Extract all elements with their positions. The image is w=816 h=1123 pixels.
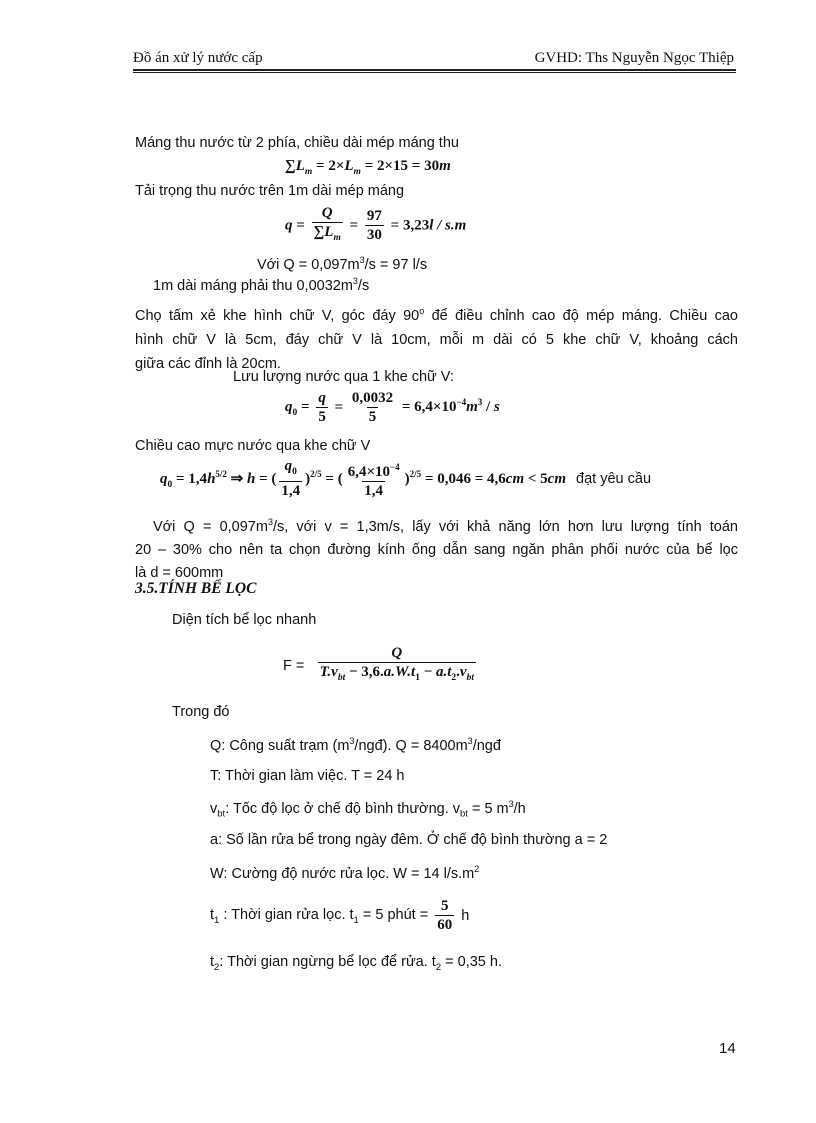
header-right: GVHD: Ths Nguyễn Ngọc Thiệp (534, 50, 734, 66)
definition-item: $v_{bt}$: Tốc độ lọc ở chế độ bình thường. $v_{bt} = 5$ $m^3/h$ (210, 799, 526, 820)
equation-q: q = $\frac{Q}{\sum L_m}$ = $\frac{97}{30}$ = 3,23l / s.m (285, 205, 466, 247)
paragraph-line: 20 – 30% cho nên ta chọn đường kính ống dẫn sang ngăn phân phối nước của bể lọc (135, 541, 738, 558)
fraction: $\frac{97}{30}$ (366, 208, 382, 243)
eq1-text: $\sum L_m = 2\times L_m = 2\times 15 = 30m$ (285, 158, 451, 177)
fraction: $\frac{q_0}{1,4}$ (281, 458, 301, 499)
fraction: $\frac{5}{60}$ (437, 898, 453, 933)
definition-item: $t_1$ : Thời gian rửa lọc. $t_1 = 5$ phút = $\frac{5}{60}$ h (210, 898, 470, 933)
fraction: $\frac{Q}{\sum L_m}$ (312, 205, 343, 247)
definition-item: $t_2$: Thời gian ngừng bể lọc để rửa. $t_2 = 0,35$ h. (210, 954, 502, 973)
page-number: 14 (719, 1040, 736, 1057)
section-heading: 3.5.TÍNH BỂ LỌC (135, 580, 257, 597)
equation-h: $q_0 = 1,4h^{5/2}$ ⇒ h = ( $\frac{q_0}{1,4}$ )$^{2/5}$ = ( $\frac{6,4\times 10^{-4}}{1,4}$ )$^{2/5}$ = 0,046 = 4,6cm < 5cm đạt yêu cầu (160, 458, 652, 499)
eq2-rhs: = 3,23l / s.m (390, 217, 467, 234)
header-rule (133, 69, 736, 73)
text-line: Máng thu nước từ 2 phía, chiều dài mép máng thu (135, 135, 459, 151)
text-line: Trong đó (172, 704, 230, 720)
definition-item: a: Số lần rửa bể trong ngày đêm. Ở chế độ bình thường a = 2 (210, 832, 608, 848)
paragraph-line: Chọ tấm xẻ khe hình chữ V, góc đáy 90$^o$ để điều chỉnh cao độ mép máng. Chiều cao (135, 306, 738, 324)
paragraph-line: Với $Q = 0,097m^3/s$, với v = 1,3m/s, lấy với khả năng lớn hơn lưu lượng tính toán (153, 517, 738, 535)
text-line: Chiều cao mực nước qua khe chữ V (135, 438, 371, 454)
paragraph-line: hình chữ V là 5cm, đáy chữ V là 10cm, mỗi m dài có 5 khe chữ V, khoảng cách (135, 331, 738, 348)
definition-item: W: Cường độ nước rửa lọc. W = 14 $l/s.m^2$ (210, 864, 480, 882)
eq2-lhs: q = (285, 217, 305, 234)
definition-item: Q: Công suất trạm $(m^3/ngđ)$. $Q = 8400m^3$/ngđ (210, 736, 501, 754)
paragraph-line: giữa các đỉnh là 20cm. (135, 355, 281, 372)
fraction: $\frac{0,0032}{5}$ (351, 390, 394, 425)
fraction: $\frac{q}{5}$ (318, 390, 326, 425)
paragraph (135, 299, 738, 376)
eq4-tail: đạt yêu cầu (576, 470, 652, 487)
text-line: Với $Q = 0,097m^3/s = 97$ l/s (257, 255, 428, 273)
fraction: $\frac{6,4\times 10^{-4}}{1,4}$ (347, 461, 400, 499)
equation-sum-lm (285, 158, 451, 177)
fraction: $\frac{Q}{T.v_{bt} - 3,6.a.W.t_1 - a.t_2.v_{bt}}$ (311, 645, 482, 687)
text-line: Lưu lượng nước qua 1 khe chữ V: (233, 369, 454, 385)
header-left: Đồ án xử lý nước cấp (133, 50, 263, 66)
paragraph (135, 511, 738, 585)
text-line: Diện tích bể lọc nhanh (172, 612, 317, 628)
equation-q0: $q_0$ = $\frac{q}{5}$ = $\frac{0,0032}{5}$ = $6,4\times 10^{-4}m^3 / s$ (285, 390, 500, 425)
text-line: Tải trọng thu nước trên 1m dài mép máng (135, 183, 405, 199)
text-line: 1m dài máng phải thu $0,0032m^3/s$ (153, 276, 370, 294)
paragraph-line: là d = 600mm (135, 564, 224, 581)
definition-item: T: Thời gian làm việc. T = 24 h (210, 768, 405, 784)
equation-F: F = $\frac{Q}{T.v_{bt} - 3,6.a.W.t_1 - a.t_2.v_{bt}}$ (283, 645, 485, 687)
